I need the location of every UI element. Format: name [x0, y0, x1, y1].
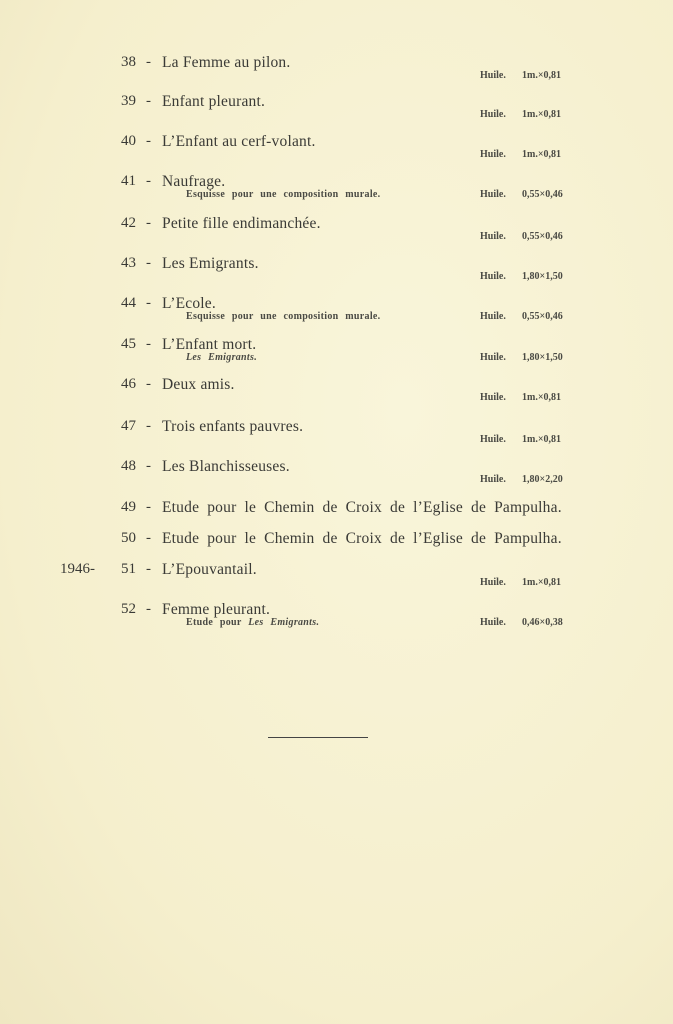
entry-number: 47	[121, 418, 136, 434]
entry-separator: -	[146, 530, 151, 546]
entry-medium: Huile.	[480, 271, 506, 282]
subtitle-text: Esquisse pour une composition murale.	[186, 311, 381, 322]
entry-separator: -	[146, 601, 151, 617]
subtitle-italic-text: Les Emigrants.	[186, 352, 257, 363]
entry-medium: Huile.	[480, 577, 506, 588]
catalogue-entry	[0, 458, 673, 494]
entry-subtitle	[186, 189, 380, 200]
entry-title: Petite fille endimanchée.	[162, 215, 321, 232]
entry-dimensions: 0,55×0,46	[522, 189, 563, 200]
entry-subtitle	[186, 311, 380, 322]
entry-number: 45	[121, 336, 136, 352]
entry-number: 40	[121, 133, 136, 149]
entry-title: Deux amis.	[162, 376, 235, 393]
entry-title: Enfant pleurant.	[162, 93, 266, 110]
subtitle-text: Etude pour	[186, 617, 249, 628]
catalogue-entry	[0, 561, 673, 597]
entry-medium: Huile.	[480, 189, 506, 200]
entry-number: 43	[121, 255, 136, 271]
entry-dimensions: 1m.×0,81	[522, 434, 562, 445]
catalogue-entry	[0, 336, 673, 372]
entry-separator: -	[146, 255, 151, 271]
entry-separator: -	[146, 173, 151, 189]
entry-number: 52	[121, 601, 136, 617]
subtitle-text: Esquisse pour une composition murale.	[186, 189, 381, 200]
catalogue-entry	[0, 93, 673, 129]
entry-title: Etude pour le Chemin de Croix de l’Eglise de Pampulha.	[162, 499, 562, 516]
entry-title: L’Ecole.	[162, 295, 216, 312]
entry-dimensions: 1m.×0,81	[522, 109, 562, 120]
entry-number: 51	[121, 561, 136, 577]
entry-number: 48	[121, 458, 136, 474]
catalogue-entry	[0, 215, 673, 251]
entry-dimensions: 0,46×0,38	[522, 617, 563, 628]
entry-dimensions: 1m.×0,81	[522, 70, 562, 81]
entry-dimensions: 1m.×0,81	[522, 577, 562, 588]
entry-separator: -	[146, 54, 151, 70]
entry-medium: Huile.	[480, 352, 506, 363]
end-rule	[268, 737, 368, 738]
catalogue-entry	[0, 601, 673, 637]
entry-number: 38	[121, 54, 136, 70]
entry-dimensions: 1,80×1,50	[522, 271, 563, 282]
entry-number: 41	[121, 173, 136, 189]
entry-medium: Huile.	[480, 474, 506, 485]
entry-separator: -	[146, 561, 151, 577]
entry-separator: -	[146, 499, 151, 515]
entry-dimensions: 1m.×0,81	[522, 392, 562, 403]
entry-medium: Huile.	[480, 311, 506, 322]
entry-separator: -	[146, 336, 151, 352]
entry-dimensions: 1,80×2,20	[522, 474, 563, 485]
entry-separator: -	[146, 376, 151, 392]
entry-medium: Huile.	[480, 392, 506, 403]
entry-title: L’Epouvantail.	[162, 561, 257, 578]
catalogue-entry	[0, 133, 673, 169]
year-separator: -	[90, 561, 95, 577]
entry-title: Femme pleurant.	[162, 601, 271, 618]
entry-separator: -	[146, 418, 151, 434]
entry-title: L’Enfant mort.	[162, 336, 257, 353]
entry-number: 39	[121, 93, 136, 109]
entry-subtitle	[186, 617, 319, 628]
entry-separator: -	[146, 93, 151, 109]
entry-number: 49	[121, 499, 136, 515]
subtitle-italic-text: Les Emigrants.	[248, 617, 320, 628]
entry-medium: Huile.	[480, 231, 506, 242]
entry-separator: -	[146, 215, 151, 231]
entry-medium: Huile.	[480, 70, 506, 81]
entry-medium: Huile.	[480, 109, 506, 120]
entry-title: La Femme au pilon.	[162, 54, 291, 71]
catalogue-entry	[0, 376, 673, 412]
entry-separator: -	[146, 133, 151, 149]
entry-medium: Huile.	[480, 617, 506, 628]
entry-title: L’Enfant au cerf-volant.	[162, 133, 316, 150]
entry-title: Naufrage.	[162, 173, 226, 190]
entry-subtitle	[186, 352, 257, 363]
entry-separator: -	[146, 295, 151, 311]
entry-dimensions: 0,55×0,46	[522, 231, 563, 242]
entry-title: Les Emigrants.	[162, 255, 259, 272]
entry-dimensions: 0,55×0,46	[522, 311, 563, 322]
entry-dimensions: 1m.×0,81	[522, 149, 562, 160]
entry-separator: -	[146, 458, 151, 474]
catalogue-entry	[0, 418, 673, 454]
entry-number: 42	[121, 215, 136, 231]
entry-year: 1946	[60, 561, 90, 577]
catalogue-entry	[0, 295, 673, 331]
entry-medium: Huile.	[480, 149, 506, 160]
entry-number: 44	[121, 295, 136, 311]
entry-number: 50	[121, 530, 136, 546]
entry-medium: Huile.	[480, 434, 506, 445]
entry-dimensions: 1,80×1,50	[522, 352, 563, 363]
entry-number: 46	[121, 376, 136, 392]
catalogue-entry	[0, 173, 673, 209]
entry-title: Les Blanchisseuses.	[162, 458, 290, 475]
catalogue-entry	[0, 54, 673, 90]
catalogue-entry	[0, 255, 673, 291]
entry-title: Trois enfants pauvres.	[162, 418, 304, 435]
entry-title: Etude pour le Chemin de Croix de l’Eglise de Pampulha.	[162, 530, 562, 547]
